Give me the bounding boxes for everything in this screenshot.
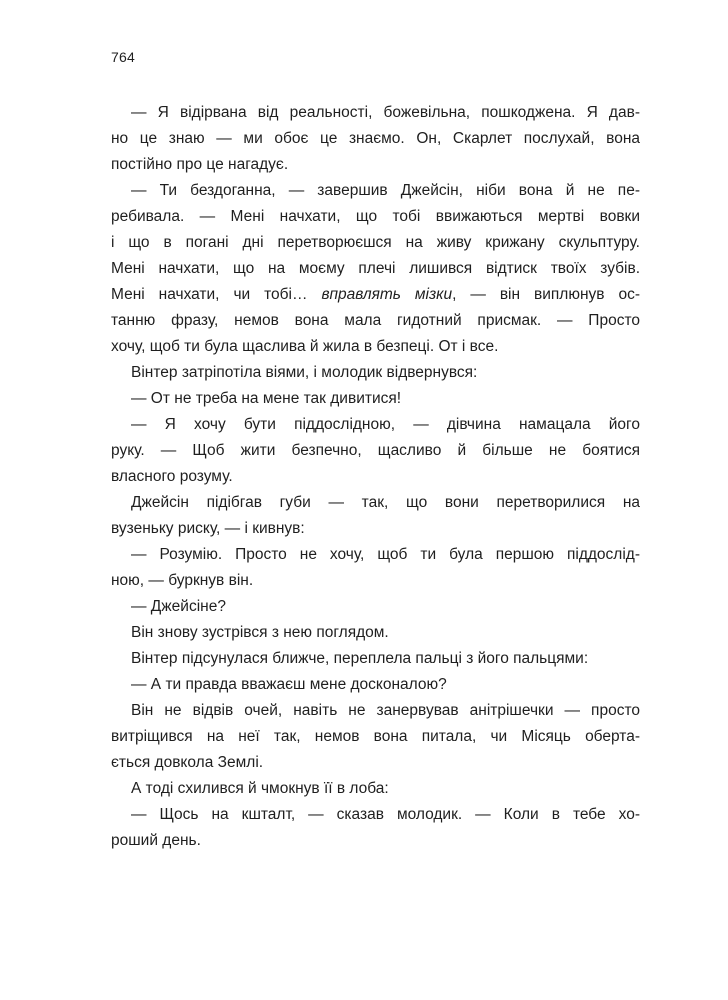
text-segment: Вінтер підсунулася ближче, переплела пальці з його пальцями: xyxy=(131,650,589,667)
text-segment: Джейсін підібгав губи — так, що вони перетворилися на xyxy=(131,494,640,511)
text-segment: постійно про це нагадує. xyxy=(111,156,289,173)
text-line xyxy=(111,178,640,204)
text-line xyxy=(111,152,640,178)
text-line xyxy=(111,308,640,334)
text-line xyxy=(111,464,640,490)
text-segment: Він не відвів очей, навіть не занервував анітрішечки — просто xyxy=(131,702,640,719)
text-line xyxy=(111,386,640,412)
text-segment: — Щось на кшталт, — сказав молодик. — Коли в тебе хо- xyxy=(131,806,640,823)
text-line xyxy=(111,100,640,126)
text-line xyxy=(111,594,640,620)
text-line xyxy=(111,230,640,256)
text-line xyxy=(111,568,640,594)
text-segment: Він знову зустрівся з нею поглядом. xyxy=(131,624,389,641)
text-segment: танню фразу, немов вона мала гидотний присмак. — Просто xyxy=(111,312,640,329)
text-segment: — Розумію. Просто не хочу, щоб ти була першою піддослід- xyxy=(131,546,640,563)
text-segment: Мені начхати, що на моєму плечі лишився відтиск твоїх зубів. xyxy=(111,260,640,277)
text-line xyxy=(111,724,640,750)
text-segment: і що в погані дні перетворюєшся на живу крижану скульптуру. xyxy=(111,234,640,251)
text-line xyxy=(111,438,640,464)
text-segment: — Я хочу бути піддослідною, — дівчина намацала його xyxy=(131,416,640,433)
text-line xyxy=(111,750,640,776)
text-segment: роший день. xyxy=(111,832,201,849)
text-line xyxy=(111,698,640,724)
text-line xyxy=(111,412,640,438)
text-line xyxy=(111,828,640,854)
text-segment: ється довкола Землі. xyxy=(111,754,264,771)
text-line xyxy=(111,256,640,282)
text-line xyxy=(111,334,640,360)
text-line xyxy=(111,282,640,308)
text-segment: ною, — буркнув він. xyxy=(111,572,254,589)
text-segment: ребивала. — Мені начхати, що тобі ввижаються мертві вовки xyxy=(111,208,640,225)
text-segment: но це знаю — ми обоє це знаємо. Он, Скарлет послухай, вона xyxy=(111,130,640,147)
text-segment: руку. — Щоб жити безпечно, щасливо й більше не боятися xyxy=(111,442,640,459)
text-segment: витріщився на неї так, немов вона питала, чи Місяць оберта- xyxy=(111,728,640,745)
text-segment: Вінтер затріпотіла віями, і молодик відвернувся: xyxy=(131,364,478,381)
text-line xyxy=(111,776,640,802)
text-line xyxy=(111,646,640,672)
text-line xyxy=(111,360,640,386)
text-segment: хочу, щоб ти була щаслива й жила в безпеці. От і все. xyxy=(111,338,499,355)
text-line xyxy=(111,542,640,568)
text-segment: — Я відірвана від реальності, божевільна, пошкоджена. Я дав- xyxy=(131,104,640,121)
text-segment: власного розуму. xyxy=(111,468,233,485)
text-segment: — А ти правда вважаєш мене досконалою? xyxy=(131,676,447,693)
text-line xyxy=(111,204,640,230)
text-segment: , — він виплюнув ос- xyxy=(452,286,640,303)
text-segment: А тоді схилився й чмокнув її в лоба: xyxy=(131,780,389,797)
body-text xyxy=(111,100,640,854)
page-number: 764 xyxy=(111,49,135,65)
italic-phrase: вправлять мізки xyxy=(321,286,453,303)
text-line xyxy=(111,620,640,646)
text-line xyxy=(111,516,640,542)
text-segment: — Джейсіне? xyxy=(131,598,226,615)
text-line xyxy=(111,672,640,698)
text-line xyxy=(111,126,640,152)
text-line xyxy=(111,802,640,828)
text-segment: вузеньку риску, — і кивнув: xyxy=(111,520,305,537)
text-segment: — Ти бездоганна, — завершив Джейсін, ніби вона й не пе- xyxy=(131,182,640,199)
text-segment: — От не треба на мене так дивитися! xyxy=(131,390,402,407)
text-segment: Мені начхати, чи тобі… xyxy=(111,286,322,303)
text-line xyxy=(111,490,640,516)
